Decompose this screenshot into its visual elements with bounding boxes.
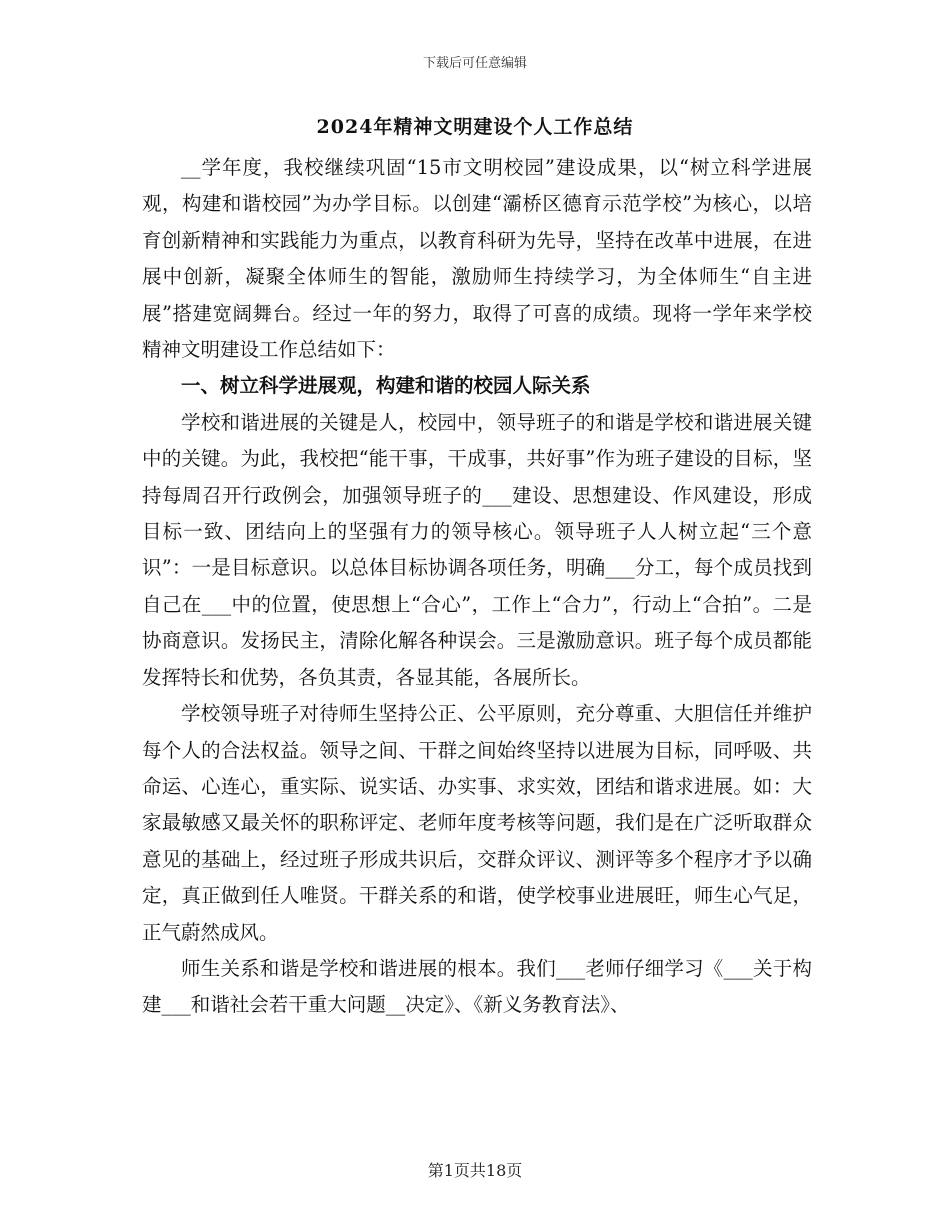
section-heading-1: 一、树立科学进展观，构建和谐的校园人际关系: [181, 374, 591, 398]
paragraph-fairness: 学校领导班子对待师生坚持公正、公平原则，充分尊重、大胆信任并维护每个人的合法权益。领导之间、干群之间始终坚持以进展为目标，同呼吸、共命运、心连心，重实际、说实话、办实事、求实效，团结和谐求进展。如：大家最敏感又最关怀的职称评定、老师年度考核等问题，我们是在广泛听取群众意见的基础上，经过班子形成共识后，交群众评议、测评等多个程序才予以确定，真正做到任人唯贤。干群关系的和谐，使学校事业进展旺，师生心气足，正气蔚然成风。: [142, 702, 812, 944]
page-header: 下载后可任意编辑: [422, 56, 527, 71]
paragraph-leadership: 学校和谐进展的关键是人，校园中，领导班子的和谐是学校和谐进展关键中的关键。为此，我校把“能干事，干成事，共好事”作为班子建设的目标，坚持每周召开行政例会，加强领导班子的___建设、思想建设、作风建设，形成目标一致、团结向上的坚强有力的领导核心。领导班子人人树立起“三个意识”：一是目标意识。以总体目标协调各项任务，明确___分工，每个成员找到自己在___中的位置，使思想上“合心”，工作上“合力”，行动上“合拍”。二是协商意识。发扬民主，清除化解各种误会。三是激励意识。班子每个成员都能发挥特长和优势，各负其责，各显其能，各展所长。: [142, 410, 812, 689]
paragraph-teacher-student: 师生关系和谐是学校和谐进展的根本。我们___老师仔细学习《___关于构建___和谐社会若干重大问题__决定》、《新义务教育法》、: [142, 956, 812, 1017]
paragraph-intro: __学年度，我校继续巩固“15市文明校园”建设成果，以“树立科学进展观，构建和谐校园”为办学目标。以创建“灞桥区德育示范学校”为核心，以培育创新精神和实践能力为重点，以教育科研为先导，坚持在改革中进展，在进展中创新，凝聚全体师生的智能，激励师生持续学习，为全体师生“自主进展”搭建宽阔舞台。经过一年的努力，取得了可喜的成绩。现将一学年来学校精神文明建设工作总结如下：: [142, 156, 812, 362]
document-body: [142, 150, 812, 1024]
document-title: 2024年精神文明建设个人工作总结: [316, 116, 634, 138]
page-footer: 第1页共18页: [427, 1161, 523, 1180]
